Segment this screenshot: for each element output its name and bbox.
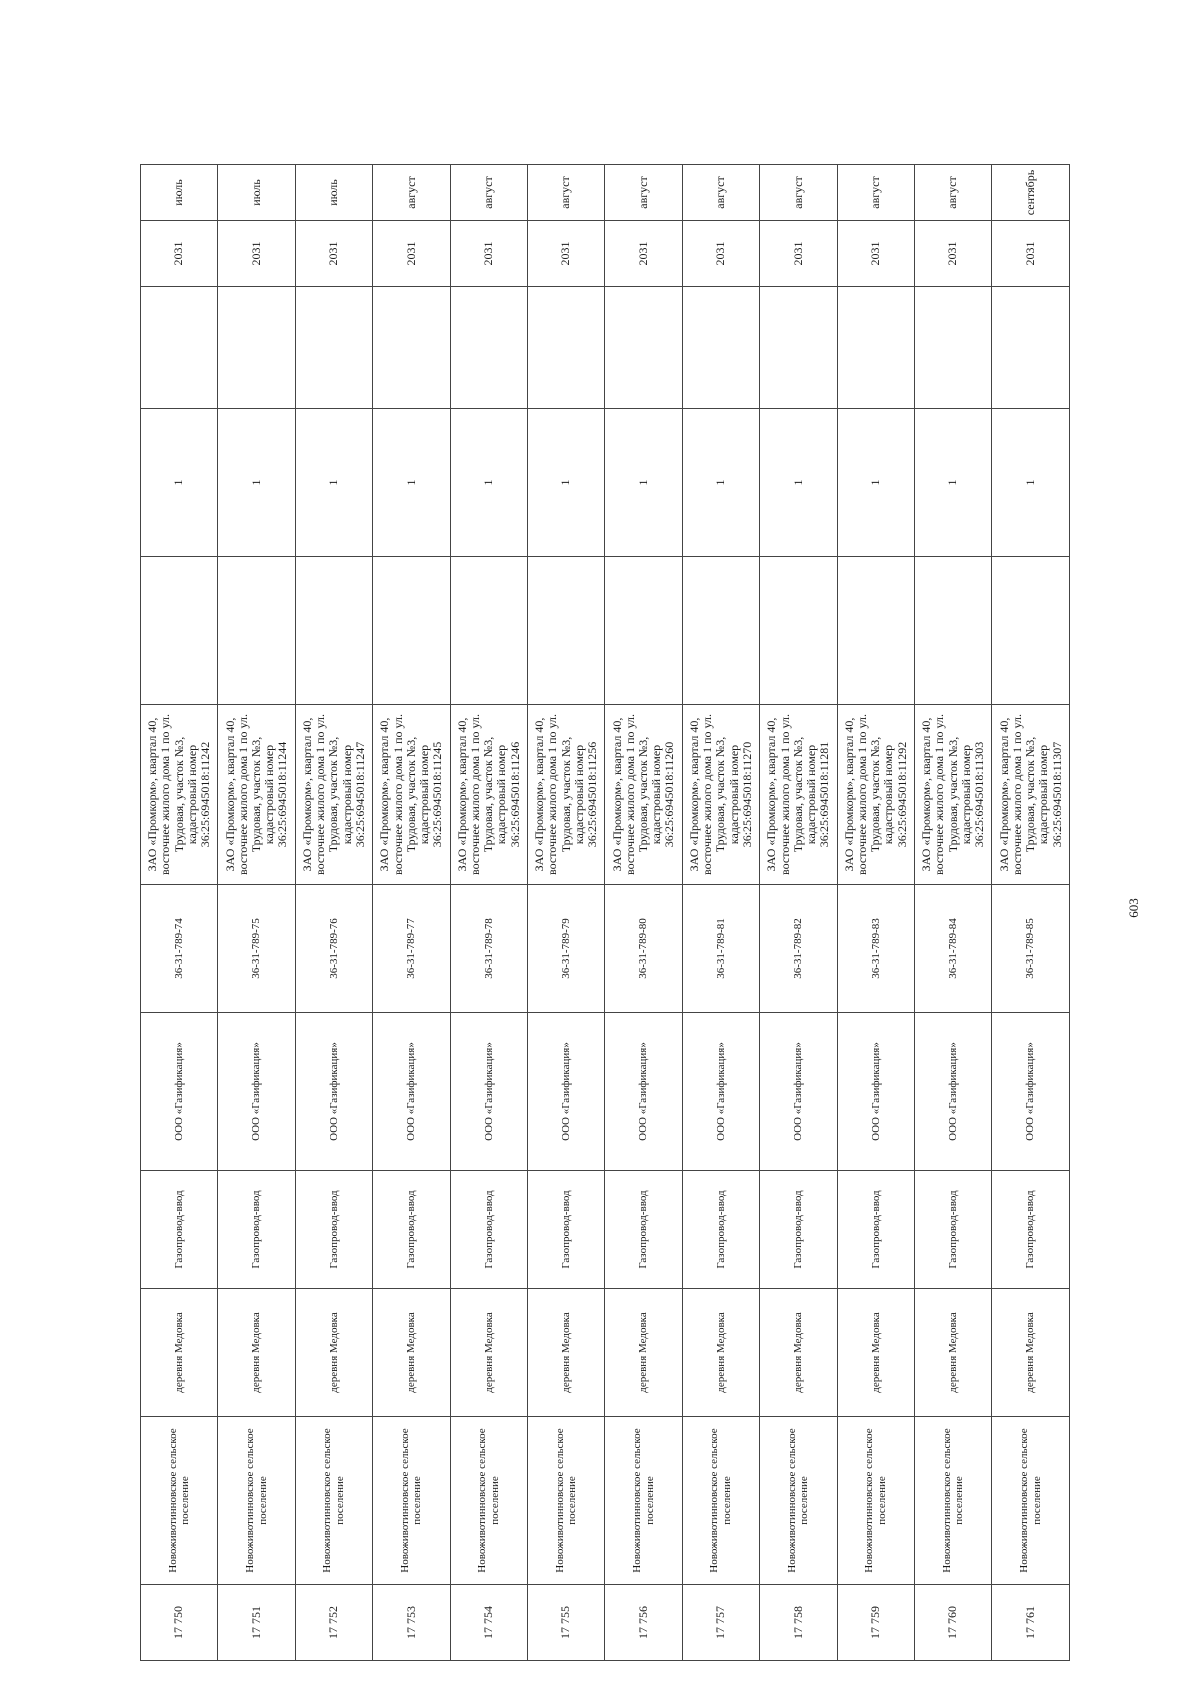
empty-cell bbox=[837, 557, 914, 705]
empty-cell bbox=[528, 557, 605, 705]
locality-cell: деревня Медовка bbox=[373, 1289, 450, 1417]
empty-cell bbox=[450, 557, 527, 705]
settlement-cell: Новоживотинновское сельское поселение bbox=[992, 1417, 1070, 1585]
owner-cell: ООО «Газификация» bbox=[915, 1013, 992, 1171]
owner-cell: ООО «Газификация» bbox=[992, 1013, 1070, 1171]
year-cell: 2031 bbox=[373, 221, 450, 287]
year-cell: 2031 bbox=[295, 221, 372, 287]
row-number: 17 758 bbox=[760, 1585, 837, 1661]
quantity-cell: 1 bbox=[605, 409, 682, 557]
object-cell: Газопровод-ввод bbox=[295, 1171, 372, 1289]
address-cell: ЗАО «Промкорм», квартал 40, восточнее жилого дома 1 по ул. Трудовая, участок №3, кадастровый номер 36:25:6945018:11307 bbox=[992, 705, 1070, 885]
owner-cell: ООО «Газификация» bbox=[605, 1013, 682, 1171]
locality-cell: деревня Медовка bbox=[760, 1289, 837, 1417]
code-cell: 36-31-789-80 bbox=[605, 885, 682, 1013]
year-cell: 2031 bbox=[141, 221, 218, 287]
quantity-cell: 1 bbox=[682, 409, 759, 557]
page-number: 603 bbox=[1126, 898, 1141, 918]
empty-cell bbox=[992, 557, 1070, 705]
empty-cell bbox=[528, 287, 605, 409]
locality-cell: деревня Медовка bbox=[218, 1289, 295, 1417]
owner-cell: ООО «Газификация» bbox=[837, 1013, 914, 1171]
object-cell: Газопровод-ввод bbox=[992, 1171, 1070, 1289]
table-row bbox=[373, 165, 450, 1661]
object-cell: Газопровод-ввод bbox=[682, 1171, 759, 1289]
row-number: 17 754 bbox=[450, 1585, 527, 1661]
locality-cell: деревня Медовка bbox=[992, 1289, 1070, 1417]
owner-cell: ООО «Газификация» bbox=[295, 1013, 372, 1171]
month-cell: август bbox=[682, 165, 759, 221]
settlement-cell: Новоживотинновское сельское поселение bbox=[915, 1417, 992, 1585]
code-cell: 36-31-789-75 bbox=[218, 885, 295, 1013]
code-cell: 36-31-789-74 bbox=[141, 885, 218, 1013]
table-row bbox=[450, 165, 527, 1661]
month-cell: август bbox=[915, 165, 992, 221]
locality-cell: деревня Медовка bbox=[141, 1289, 218, 1417]
year-cell: 2031 bbox=[682, 221, 759, 287]
empty-cell bbox=[295, 287, 372, 409]
month-cell: август bbox=[760, 165, 837, 221]
locality-cell: деревня Медовка bbox=[605, 1289, 682, 1417]
empty-cell bbox=[373, 557, 450, 705]
empty-cell bbox=[760, 287, 837, 409]
settlement-cell: Новоживотинновское сельское поселение bbox=[373, 1417, 450, 1585]
settlement-cell: Новоживотинновское сельское поселение bbox=[760, 1417, 837, 1585]
year-cell: 2031 bbox=[992, 221, 1070, 287]
registry-table bbox=[140, 164, 1070, 1661]
settlement-cell: Новоживотинновское сельское поселение bbox=[141, 1417, 218, 1585]
table-row bbox=[760, 165, 837, 1661]
object-cell: Газопровод-ввод bbox=[450, 1171, 527, 1289]
quantity-cell: 1 bbox=[450, 409, 527, 557]
empty-cell bbox=[295, 557, 372, 705]
address-cell: ЗАО «Промкорм», квартал 40, восточнее жилого дома 1 по ул. Трудовая, участок №3, кадастровый номер 36:25:6945018:11270 bbox=[682, 705, 759, 885]
object-cell: Газопровод-ввод bbox=[141, 1171, 218, 1289]
row-number: 17 757 bbox=[682, 1585, 759, 1661]
empty-cell bbox=[682, 287, 759, 409]
address-cell: ЗАО «Промкорм», квартал 40, восточнее жилого дома 1 по ул. Трудовая, участок №3, кадастровый номер 36:25:6945018:11256 bbox=[528, 705, 605, 885]
owner-cell: ООО «Газификация» bbox=[760, 1013, 837, 1171]
month-cell: август bbox=[373, 165, 450, 221]
month-cell: июль bbox=[141, 165, 218, 221]
settlement-cell: Новоживотинновское сельское поселение bbox=[295, 1417, 372, 1585]
table-row bbox=[528, 165, 605, 1661]
quantity-cell: 1 bbox=[295, 409, 372, 557]
empty-cell bbox=[605, 557, 682, 705]
empty-cell bbox=[218, 287, 295, 409]
code-cell: 36-31-789-78 bbox=[450, 885, 527, 1013]
locality-cell: деревня Медовка bbox=[837, 1289, 914, 1417]
empty-cell bbox=[450, 287, 527, 409]
month-cell: август bbox=[837, 165, 914, 221]
address-cell: ЗАО «Промкорм», квартал 40, восточнее жилого дома 1 по ул. Трудовая, участок №3, кадастровый номер 36:25:6945018:11242 bbox=[141, 705, 218, 885]
address-cell: ЗАО «Промкорм», квартал 40, восточнее жилого дома 1 по ул. Трудовая, участок №3, кадастровый номер 36:25:6945018:11292 bbox=[837, 705, 914, 885]
quantity-cell: 1 bbox=[837, 409, 914, 557]
code-cell: 36-31-789-84 bbox=[915, 885, 992, 1013]
empty-cell bbox=[682, 557, 759, 705]
owner-cell: ООО «Газификация» bbox=[528, 1013, 605, 1171]
quantity-cell: 1 bbox=[218, 409, 295, 557]
quantity-cell: 1 bbox=[528, 409, 605, 557]
year-cell: 2031 bbox=[915, 221, 992, 287]
empty-cell bbox=[605, 287, 682, 409]
object-cell: Газопровод-ввод bbox=[760, 1171, 837, 1289]
month-cell: июль bbox=[295, 165, 372, 221]
table-row bbox=[915, 165, 992, 1661]
month-cell: август bbox=[450, 165, 527, 221]
month-cell: август bbox=[605, 165, 682, 221]
locality-cell: деревня Медовка bbox=[450, 1289, 527, 1417]
empty-cell bbox=[373, 287, 450, 409]
owner-cell: ООО «Газификация» bbox=[373, 1013, 450, 1171]
table-row bbox=[992, 165, 1070, 1661]
empty-cell bbox=[837, 287, 914, 409]
row-number: 17 753 bbox=[373, 1585, 450, 1661]
address-cell: ЗАО «Промкорм», квартал 40, восточнее жилого дома 1 по ул. Трудовая, участок №3, кадастровый номер 36:25:6945018:11260 bbox=[605, 705, 682, 885]
year-cell: 2031 bbox=[760, 221, 837, 287]
owner-cell: ООО «Газификация» bbox=[682, 1013, 759, 1171]
table-row bbox=[218, 165, 295, 1661]
month-cell: сентябрь bbox=[992, 165, 1070, 221]
quantity-cell: 1 bbox=[760, 409, 837, 557]
row-number: 17 756 bbox=[605, 1585, 682, 1661]
code-cell: 36-31-789-81 bbox=[682, 885, 759, 1013]
address-cell: ЗАО «Промкорм», квартал 40, восточнее жилого дома 1 по ул. Трудовая, участок №3, кадастровый номер 36:25:6945018:11245 bbox=[373, 705, 450, 885]
code-cell: 36-31-789-82 bbox=[760, 885, 837, 1013]
quantity-cell: 1 bbox=[915, 409, 992, 557]
row-number: 17 752 bbox=[295, 1585, 372, 1661]
empty-cell bbox=[760, 557, 837, 705]
table-row bbox=[837, 165, 914, 1661]
row-number: 17 760 bbox=[915, 1585, 992, 1661]
row-number: 17 750 bbox=[141, 1585, 218, 1661]
address-cell: ЗАО «Промкорм», квартал 40, восточнее жилого дома 1 по ул. Трудовая, участок №3, кадастровый номер 36:25:6945018:11281 bbox=[760, 705, 837, 885]
row-number: 17 755 bbox=[528, 1585, 605, 1661]
year-cell: 2031 bbox=[218, 221, 295, 287]
table-row bbox=[682, 165, 759, 1661]
owner-cell: ООО «Газификация» bbox=[450, 1013, 527, 1171]
month-cell: август bbox=[528, 165, 605, 221]
empty-cell bbox=[141, 557, 218, 705]
locality-cell: деревня Медовка bbox=[915, 1289, 992, 1417]
empty-cell bbox=[992, 287, 1070, 409]
object-cell: Газопровод-ввод bbox=[837, 1171, 914, 1289]
object-cell: Газопровод-ввод bbox=[218, 1171, 295, 1289]
settlement-cell: Новоживотинновское сельское поселение bbox=[605, 1417, 682, 1585]
table-row bbox=[141, 165, 218, 1661]
quantity-cell: 1 bbox=[992, 409, 1070, 557]
object-cell: Газопровод-ввод bbox=[373, 1171, 450, 1289]
year-cell: 2031 bbox=[837, 221, 914, 287]
settlement-cell: Новоживотинновское сельское поселение bbox=[528, 1417, 605, 1585]
settlement-cell: Новоживотинновское сельское поселение bbox=[682, 1417, 759, 1585]
empty-cell bbox=[915, 557, 992, 705]
code-cell: 36-31-789-85 bbox=[992, 885, 1070, 1013]
address-cell: ЗАО «Промкорм», квартал 40, восточнее жилого дома 1 по ул. Трудовая, участок №3, кадастровый номер 36:25:6945018:11244 bbox=[218, 705, 295, 885]
object-cell: Газопровод-ввод bbox=[528, 1171, 605, 1289]
code-cell: 36-31-789-76 bbox=[295, 885, 372, 1013]
empty-cell bbox=[915, 287, 992, 409]
empty-cell bbox=[218, 557, 295, 705]
settlement-cell: Новоживотинновское сельское поселение bbox=[218, 1417, 295, 1585]
address-cell: ЗАО «Промкорм», квартал 40, восточнее жилого дома 1 по ул. Трудовая, участок №3, кадастровый номер 36:25:6945018:11246 bbox=[450, 705, 527, 885]
empty-cell bbox=[141, 287, 218, 409]
locality-cell: деревня Медовка bbox=[682, 1289, 759, 1417]
row-number: 17 761 bbox=[992, 1585, 1070, 1661]
locality-cell: деревня Медовка bbox=[295, 1289, 372, 1417]
settlement-cell: Новоживотинновское сельское поселение bbox=[837, 1417, 914, 1585]
code-cell: 36-31-789-79 bbox=[528, 885, 605, 1013]
registry-rows bbox=[141, 165, 1070, 1661]
locality-cell: деревня Медовка bbox=[528, 1289, 605, 1417]
owner-cell: ООО «Газификация» bbox=[141, 1013, 218, 1171]
quantity-cell: 1 bbox=[141, 409, 218, 557]
document-page bbox=[2, 125, 1200, 1691]
address-cell: ЗАО «Промкорм», квартал 40, восточнее жилого дома 1 по ул. Трудовая, участок №3, кадастровый номер 36:25:6945018:11303 bbox=[915, 705, 992, 885]
table-row bbox=[295, 165, 372, 1661]
owner-cell: ООО «Газификация» bbox=[218, 1013, 295, 1171]
address-cell: ЗАО «Промкорм», квартал 40, восточнее жилого дома 1 по ул. Трудовая, участок №3, кадастровый номер 36:25:6945018:11247 bbox=[295, 705, 372, 885]
code-cell: 36-31-789-83 bbox=[837, 885, 914, 1013]
settlement-cell: Новоживотинновское сельское поселение bbox=[450, 1417, 527, 1585]
code-cell: 36-31-789-77 bbox=[373, 885, 450, 1013]
month-cell: июль bbox=[218, 165, 295, 221]
row-number: 17 759 bbox=[837, 1585, 914, 1661]
year-cell: 2031 bbox=[450, 221, 527, 287]
object-cell: Газопровод-ввод bbox=[915, 1171, 992, 1289]
quantity-cell: 1 bbox=[373, 409, 450, 557]
object-cell: Газопровод-ввод bbox=[605, 1171, 682, 1289]
row-number: 17 751 bbox=[218, 1585, 295, 1661]
table-row bbox=[605, 165, 682, 1661]
year-cell: 2031 bbox=[605, 221, 682, 287]
year-cell: 2031 bbox=[528, 221, 605, 287]
